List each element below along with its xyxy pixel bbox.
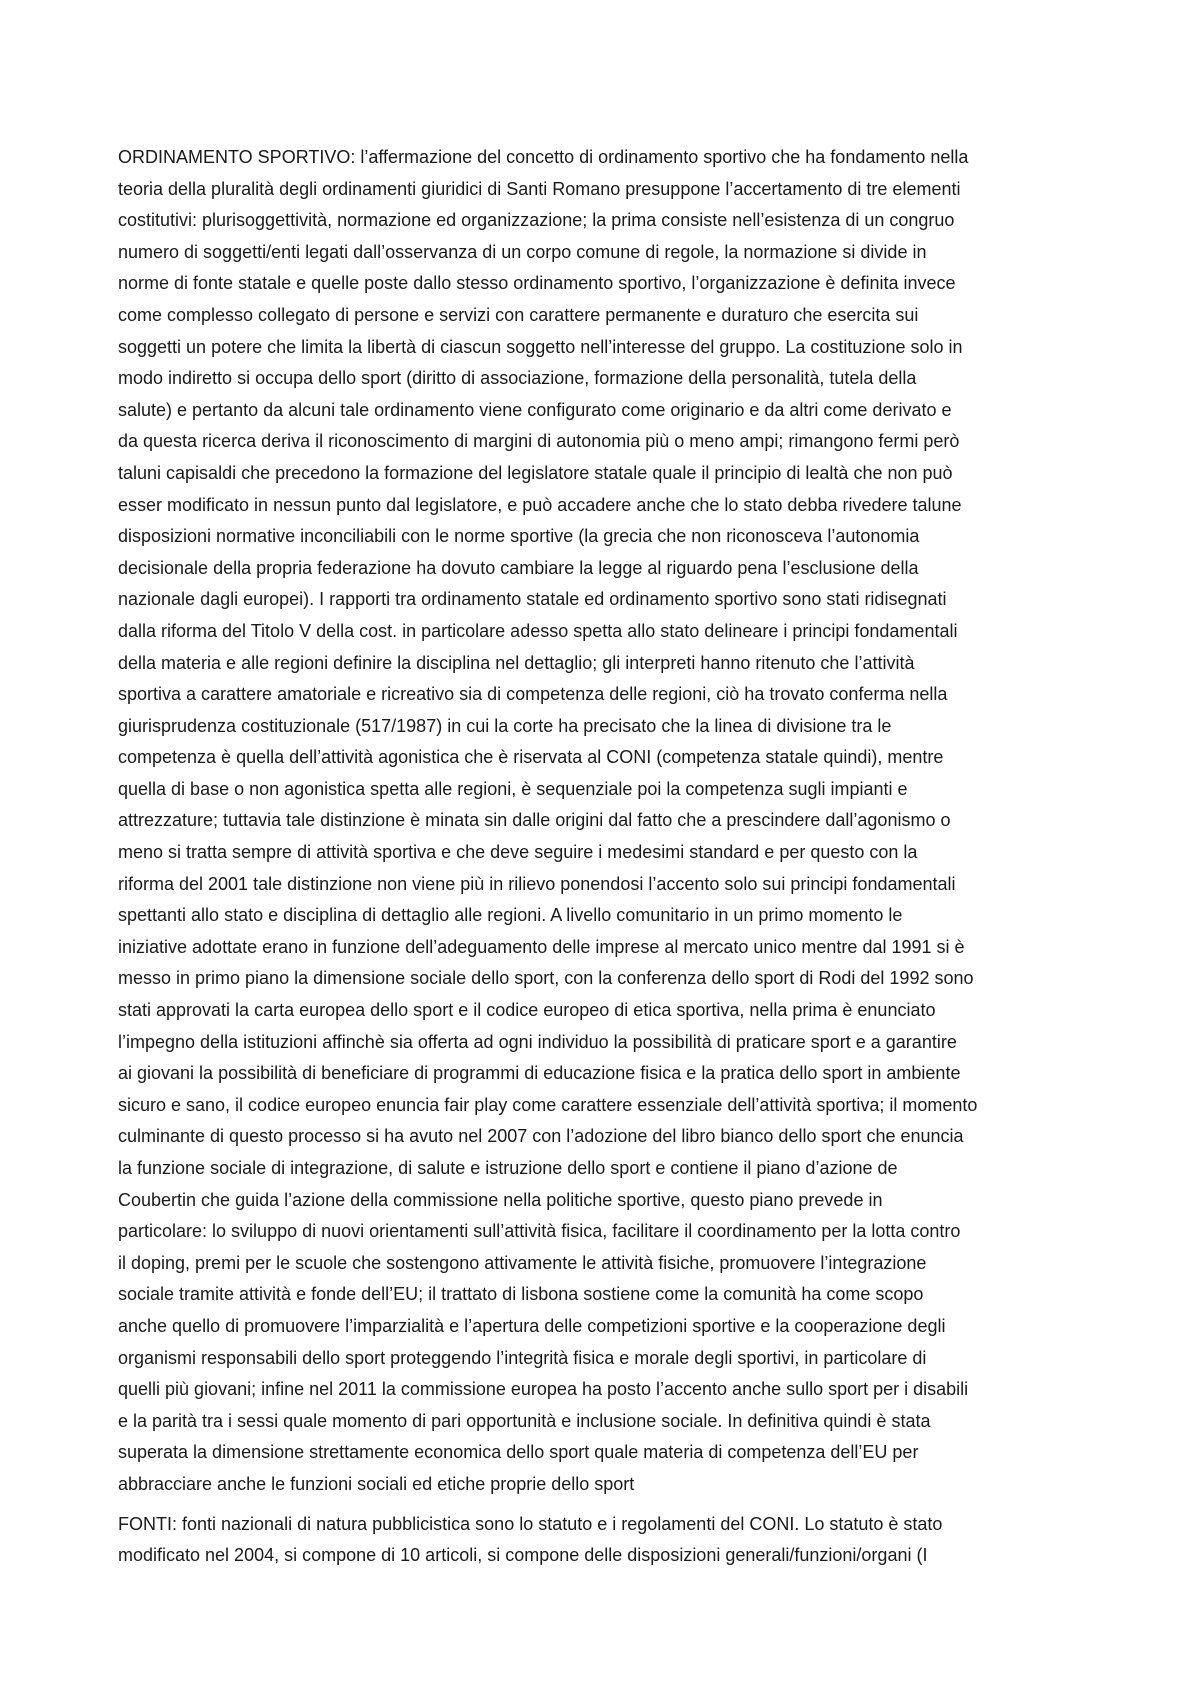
text-line: abbracciare anche le funzioni sociali ed etiche proprie dello sport xyxy=(118,1473,635,1494)
text-line: decisionale della propria federazione ha dovuto cambiare la legge al riguardo pena l’esclusione della xyxy=(118,557,919,578)
text-line: come complesso collegato di persone e servizi con carattere permanente e duraturo che esercita sui xyxy=(118,304,919,325)
text-line: da questa ricerca deriva il riconoscimento di margini di autonomia più o meno ampi; rimangono fermi però xyxy=(118,431,960,452)
text-line: culminante di questo processo si ha avuto nel 2007 con l’adozione del libro bianco dello sport che enuncia xyxy=(118,1126,964,1147)
text-line: meno si tratta sempre di attività sportiva e che deve seguire i medesimi standard e per questo con la xyxy=(118,842,918,863)
text-line: teoria della pluralità degli ordinamenti giuridici di Santi Romano presuppone l’accertamento di tre elementi xyxy=(118,178,961,199)
text-line: iniziative adottate erano in funzione dell’adeguamento delle imprese al mercato unico mentre dal 1991 si è xyxy=(118,936,965,957)
text-line: quelli più giovani; infine nel 2011 la commissione europea ha posto l’accento anche sullo sport per i disabili xyxy=(118,1379,969,1400)
text-line: giurisprudenza costituzionale (517/1987) in cui la corte ha precisato che la linea di divisione tra le xyxy=(118,715,892,736)
text-line: norme di fonte statale e quelle poste dallo stesso ordinamento sportivo, l’organizzazione è definita invece xyxy=(118,273,956,294)
text-line: della materia e alle regioni definire la disciplina nel dettaglio; gli interpreti hanno ritenuto che l’attività xyxy=(118,652,915,673)
text-line: quella di base o non agonistica spetta alle regioni, è sequenziale poi la competenza sugli impianti e xyxy=(118,778,908,799)
text-line: anche quello di promuovere l’imparzialità e l’apertura delle competizioni sportive e la cooperazione degli xyxy=(118,1315,946,1336)
text-line: nazionale dagli europei). I rapporti tra ordinamento statale ed ordinamento sportivo sono stati ridisegnati xyxy=(118,589,947,610)
text-line: disposizioni normative inconciliabili con le norme sportive (la grecia che non riconosceva l’autonomia xyxy=(118,526,920,547)
text-line: messo in primo piano la dimensione sociale dello sport, con la conferenza dello sport di Rodi del 1992 sono xyxy=(118,968,974,989)
text-line: sociale tramite attività e fonde dell’EU; il trattato di lisbona sostiene come la comunità ha come scopo xyxy=(118,1284,924,1305)
text-line: spettanti allo stato e disciplina di dettaglio alle regioni. A livello comunitario in un primo momento le xyxy=(118,905,903,926)
document-body xyxy=(118,142,1090,1572)
text-line: e la parità tra i sessi quale momento di pari opportunità e inclusione sociale. In definitiva quindi è stata xyxy=(118,1410,931,1431)
text-line: FONTI: fonti nazionali di natura pubblicistica sono lo statuto e i regolamenti del CONI. Lo statuto è stato xyxy=(118,1513,943,1534)
text-line: stati approvati la carta europea dello sport e il codice europeo di etica sportiva, nella prima è enunciato xyxy=(118,1000,936,1021)
text-line: dalla riforma del Titolo V della cost. in particolare adesso spetta allo stato delineare i principi fondamentali xyxy=(118,620,958,641)
text-line: la funzione sociale di integrazione, di salute e istruzione dello sport e contiene il piano d’azione de xyxy=(118,1158,898,1178)
paragraph-spacer xyxy=(118,1501,1090,1509)
text-line: salute) e pertanto da alcuni tale ordinamento viene configurato come originario e da altri come derivato e xyxy=(118,399,952,420)
text-line: ai giovani la possibilità di beneficiare di programmi di educazione fisica e la pratica dello sport in ambiente xyxy=(118,1063,961,1084)
text-line: taluni capisaldi che precedono la formazione del legislatore statale quale il principio di lealtà che non può xyxy=(118,462,953,483)
text-line: esser modificato in nessun punto dal legislatore, e può accadere anche che lo stato debba rivedere talune xyxy=(118,494,962,515)
text-line: ORDINAMENTO SPORTIVO: l’affermazione del concetto di ordinamento sportivo che ha fondamento nella xyxy=(118,147,969,167)
text-line: il doping, premi per le scuole che sostengono attivamente le attività fisiche, promuovere l’integrazione xyxy=(118,1252,927,1273)
paragraph-ordinamento-sportivo xyxy=(118,142,1090,1501)
text-line: particolare: lo sviluppo di nuovi orientamenti sull’attività fisica, facilitare il coordinamento per la lotta contro xyxy=(118,1221,961,1242)
text-line: sportiva a carattere amatoriale e ricreativo sia di competenza delle regioni, ciò ha trovato conferma nella xyxy=(118,684,948,705)
paragraph-fonti xyxy=(118,1509,1090,1572)
text-line: costitutivi: plurisoggettività, normazione ed organizzazione; la prima consiste nell’esistenza di un congruo xyxy=(118,210,955,231)
text-line: modificato nel 2004, si compone di 10 articoli, si compone delle disposizioni generali/funzioni/organi (I xyxy=(118,1545,928,1566)
text-line: competenza è quella dell’attività agonistica che è riservata al CONI (competenza statale quindi), mentre xyxy=(118,747,944,768)
text-line: modo indiretto si occupa dello sport (diritto di associazione, formazione della personalità, tutela della xyxy=(118,368,917,389)
text-line: Coubertin che guida l’azione della commissione nella politiche sportive, questo piano prevede in xyxy=(118,1189,883,1210)
text-line: soggetti un potere che limita la libertà di ciascun soggetto nell’interesse del gruppo. La costituzione solo in xyxy=(118,336,963,357)
text-line: organismi responsabili dello sport proteggendo l’integrità fisica e morale degli sportivi, in particolare di xyxy=(118,1347,927,1368)
text-line: superata la dimensione strettamente economica dello sport quale materia di competenza dell’EU per xyxy=(118,1442,919,1463)
text-line: riforma del 2001 tale distinzione non viene più in rilievo ponendosi l’accento solo sui principi fondamentali xyxy=(118,873,956,894)
text-line: numero di soggetti/enti legati dall’osservanza di un corpo comune di regole, la normazione si divide in xyxy=(118,241,927,262)
text-line: sicuro e sano, il codice europeo enuncia fair play come carattere essenziale dell’attività sportiva; il momento xyxy=(118,1094,978,1115)
text-line: attrezzature; tuttavia tale distinzione è minata sin dalle origini dal fatto che a prescindere dall’agonismo o xyxy=(118,810,951,831)
text-line: l’impegno della istituzioni affinchè sia offerta ad ogni individuo la possibilità di praticare sport e a garantire xyxy=(118,1031,957,1052)
